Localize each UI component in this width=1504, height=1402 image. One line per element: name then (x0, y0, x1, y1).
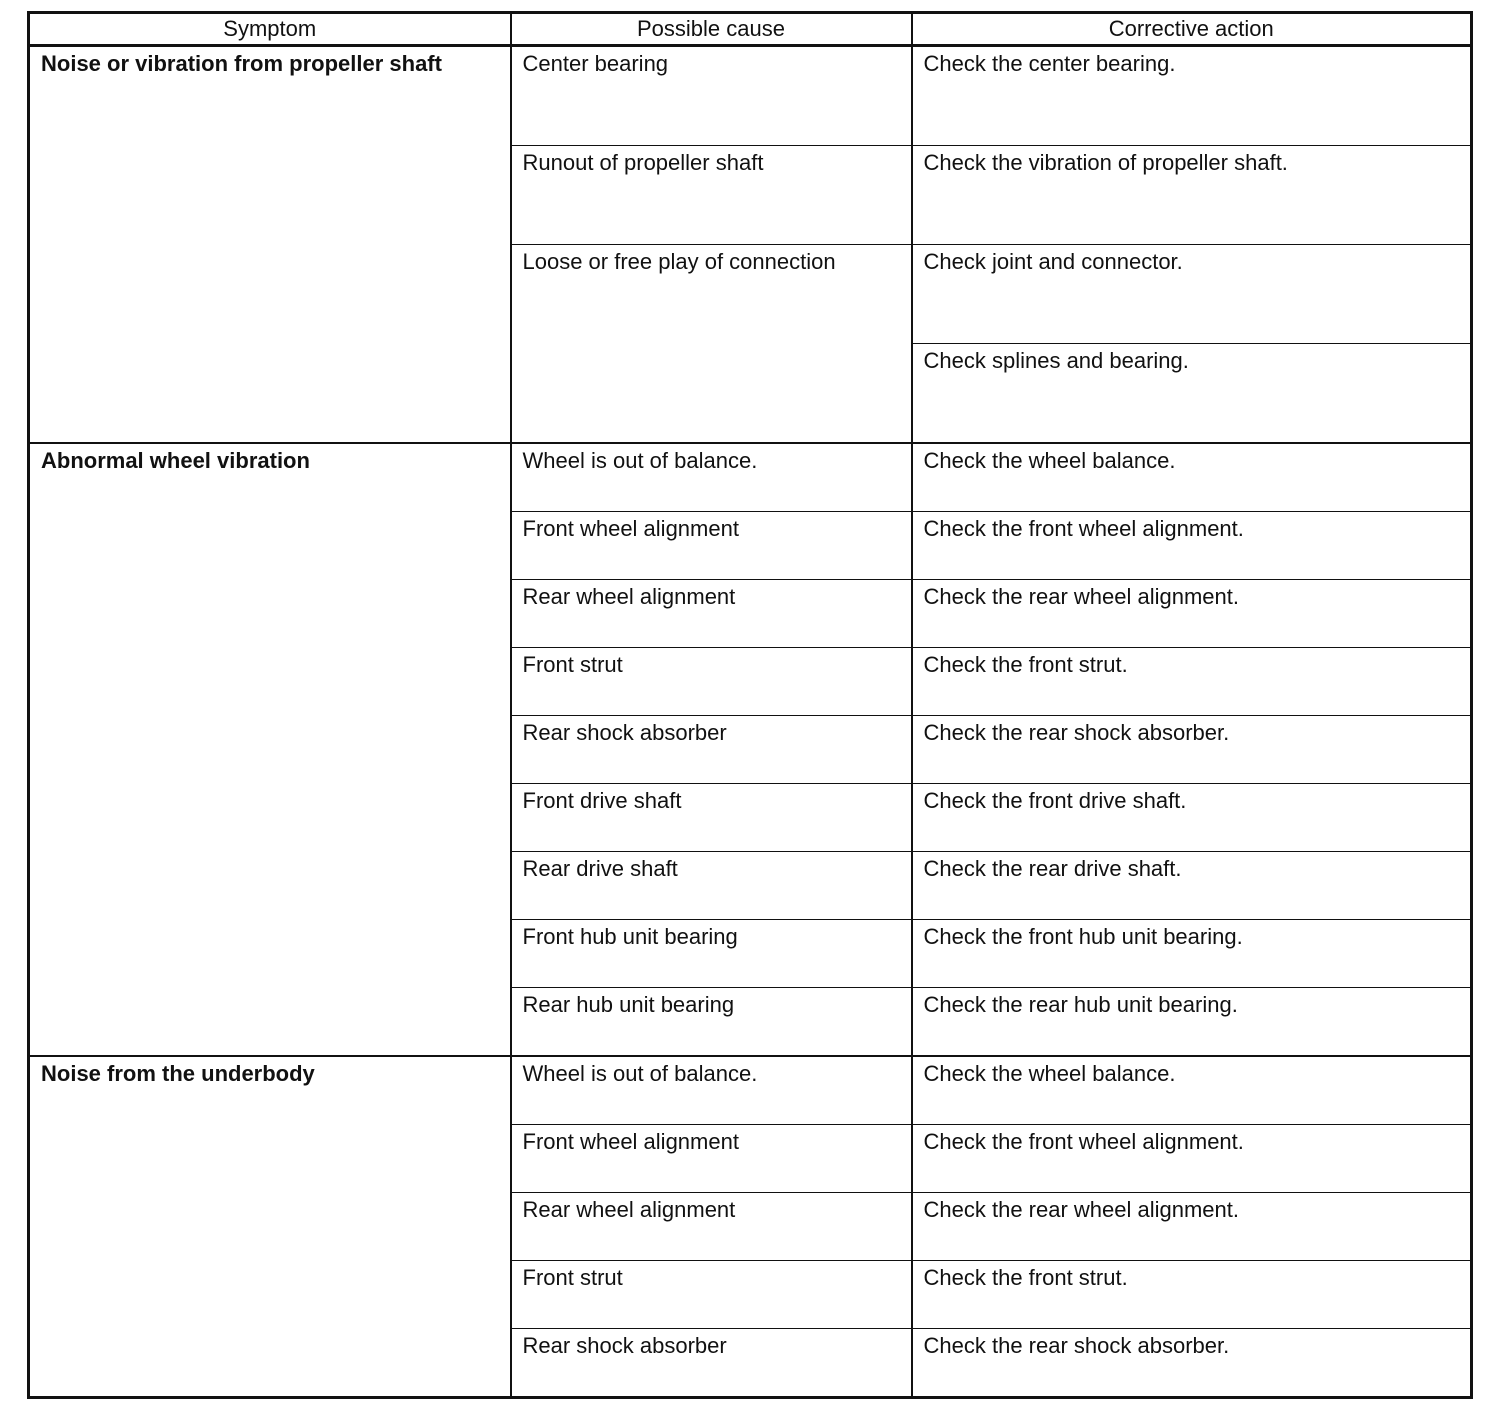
action-cell: Check the rear drive shaft. (912, 852, 1472, 920)
action-cell: Check joint and connector. (912, 245, 1472, 344)
diagnosis-table (27, 11, 1473, 1399)
table-row (29, 46, 1472, 146)
action-cell: Check the front strut. (912, 648, 1472, 716)
cause-cell: Front strut (511, 648, 912, 716)
cause-cell: Rear drive shaft (511, 852, 912, 920)
header-symptom: Symptom (29, 13, 511, 46)
cause-cell: Loose or free play of connection (511, 245, 912, 444)
cause-cell: Rear wheel alignment (511, 580, 912, 648)
action-cell: Check the rear shock absorber. (912, 1329, 1472, 1398)
action-cell: Check the front drive shaft. (912, 784, 1472, 852)
cause-cell: Rear shock absorber (511, 716, 912, 784)
cause-cell: Front hub unit bearing (511, 920, 912, 988)
action-cell: Check the wheel balance. (912, 1056, 1472, 1125)
cause-cell: Runout of propeller shaft (511, 146, 912, 245)
action-cell: Check the rear shock absorber. (912, 716, 1472, 784)
action-cell: Check the front wheel alignment. (912, 512, 1472, 580)
cause-cell: Rear hub unit bearing (511, 988, 912, 1057)
cause-cell: Rear wheel alignment (511, 1193, 912, 1261)
cause-cell: Rear shock absorber (511, 1329, 912, 1398)
action-cell: Check the vibration of propeller shaft. (912, 146, 1472, 245)
action-cell: Check the wheel balance. (912, 443, 1472, 512)
symptom-propeller-shaft: Noise or vibration from propeller shaft (29, 46, 511, 444)
header-row (29, 13, 1472, 46)
action-cell: Check the front wheel alignment. (912, 1125, 1472, 1193)
header-corrective-action: Corrective action (912, 13, 1472, 46)
action-cell: Check splines and bearing. (912, 344, 1472, 444)
cause-cell: Front wheel alignment (511, 512, 912, 580)
symptom-noise-underbody: Noise from the underbody (29, 1056, 511, 1398)
action-cell: Check the rear wheel alignment. (912, 1193, 1472, 1261)
cause-cell: Front drive shaft (511, 784, 912, 852)
cause-cell: Wheel is out of balance. (511, 443, 912, 512)
cause-cell: Wheel is out of balance. (511, 1056, 912, 1125)
action-cell: Check the front strut. (912, 1261, 1472, 1329)
table-row (29, 1056, 1472, 1125)
action-cell: Check the center bearing. (912, 46, 1472, 146)
table-row (29, 443, 1472, 512)
action-cell: Check the rear hub unit bearing. (912, 988, 1472, 1057)
cause-cell: Front strut (511, 1261, 912, 1329)
cause-cell: Center bearing (511, 46, 912, 146)
action-cell: Check the front hub unit bearing. (912, 920, 1472, 988)
cause-cell: Front wheel alignment (511, 1125, 912, 1193)
symptom-abnormal-wheel-vibration: Abnormal wheel vibration (29, 443, 511, 1056)
header-possible-cause: Possible cause (511, 13, 912, 46)
action-cell: Check the rear wheel alignment. (912, 580, 1472, 648)
